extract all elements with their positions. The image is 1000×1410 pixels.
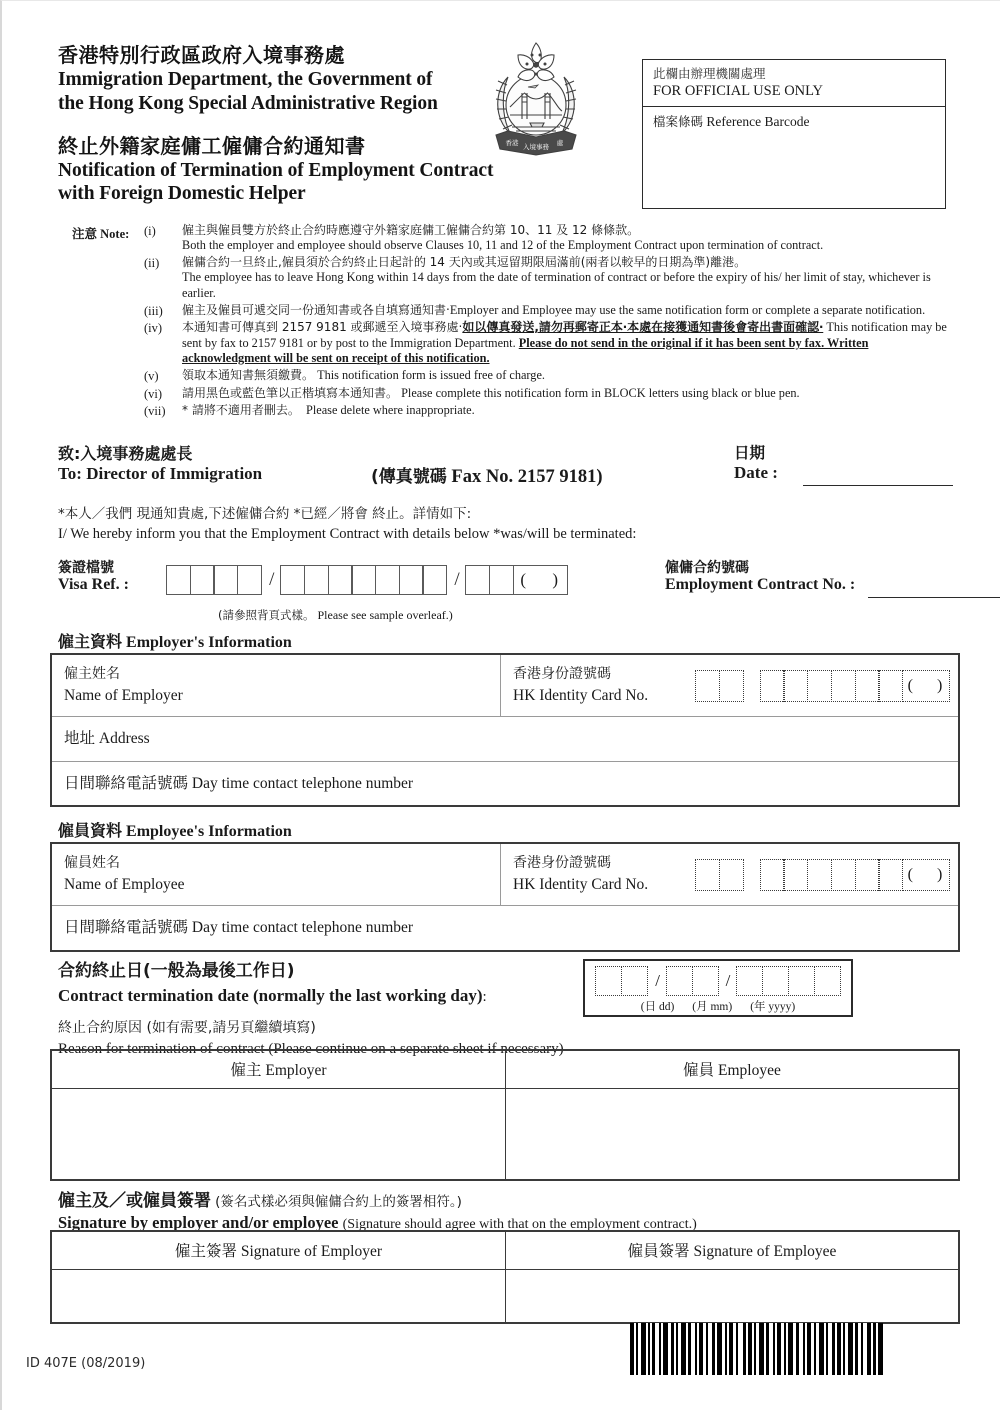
visa-ref-sample-note xyxy=(218,607,453,623)
note-item xyxy=(72,386,957,404)
note-text-zh: * 請將不適用者刪去。 xyxy=(182,403,300,418)
visa-ref-cell[interactable] xyxy=(237,565,262,595)
note-item xyxy=(72,403,957,419)
note-text xyxy=(182,386,957,404)
date-input-line[interactable] xyxy=(803,485,953,486)
signature-table-body xyxy=(52,1270,958,1322)
note-number: (iii) xyxy=(144,303,163,318)
svg-text:入境事務: 入境事務 xyxy=(523,143,549,151)
employer-hkid-label-zh: 香港身份證號碼 xyxy=(513,666,611,682)
reason-col-employee-header xyxy=(505,1051,958,1088)
reference-barcode xyxy=(630,1323,960,1375)
visa-ref-cell[interactable] xyxy=(213,565,238,595)
employer-section-heading-en: Employer's Information xyxy=(126,634,292,651)
note-text-zh-emphasis: 如以傳真發送,請勿再郵寄正本‧本處在接獲通知書後會寄出書面確認‧ xyxy=(462,320,824,335)
employee-section-heading xyxy=(58,818,292,841)
employee-name-label-zh: 僱員姓名 xyxy=(64,855,120,871)
form-id-footer: ID 407E (08/2019) xyxy=(26,1356,146,1371)
official-use-header-en: FOR OFFICIAL USE ONLY xyxy=(653,82,824,99)
employer-address-field[interactable] xyxy=(52,717,958,760)
reason-employee-input[interactable] xyxy=(505,1089,958,1179)
note-text-zh: 僱傭合約一旦終止,僱員須於合約終止日起計的 14 天內或其逗留期限屆滿前(兩者以較早的日期為準)離港。 xyxy=(182,255,747,270)
date-separator: / xyxy=(725,971,731,990)
note-text-en: The employee has to leave Hong Kong within 14 days from the date of termination of contract or before the expiry of his/ her limit of stay, whichever is earlier. xyxy=(182,270,931,300)
signature-heading-block xyxy=(58,1186,958,1235)
date-month-cell[interactable] xyxy=(692,966,719,996)
visa-ref-cell[interactable] xyxy=(166,565,191,595)
date-year-cell[interactable] xyxy=(788,966,815,996)
employer-section-heading-zh: 僱主資料 xyxy=(58,632,123,651)
contract-no-label-en: Employment Contract No. : xyxy=(665,576,856,593)
employee-phone-field[interactable] xyxy=(52,906,958,949)
employer-name-field[interactable] xyxy=(52,655,500,716)
signature-heading-zh xyxy=(58,1186,958,1211)
hkid-cell[interactable] xyxy=(719,859,744,891)
svg-text:處: 處 xyxy=(556,139,564,147)
notes-label xyxy=(72,223,144,255)
note-number: (vii) xyxy=(144,404,166,419)
employer-address-label: 地址 Address xyxy=(64,730,150,748)
hkid-check-digit-cell[interactable]: ( ) xyxy=(902,670,950,702)
termination-date-label-zh: 合約終止日(一般為最後工作日) xyxy=(58,961,295,981)
reason-table-body xyxy=(52,1089,958,1179)
declaration-zh: *本人／我們 現通知貴處,下述僱傭合約 *已經／將會 終止。詳情如下: xyxy=(58,506,472,522)
note-text-en: Employer and Employee may use the same notification form or complete a separate notification. xyxy=(449,302,926,317)
employee-hkid-field[interactable] xyxy=(500,844,958,905)
termination-date-cells[interactable] xyxy=(585,961,851,996)
hkid-cell[interactable] xyxy=(807,859,832,891)
note-text-zh: 僱主及僱員可遞交同一份通知書或各自填寫通知書‧ xyxy=(182,302,450,317)
hk-immigration-crest-icon xyxy=(488,31,584,159)
reason-table-header xyxy=(52,1051,958,1089)
reference-barcode-label-en: Reference Barcode xyxy=(706,113,810,129)
date-label-en: Date : xyxy=(734,463,778,482)
form-title-en-line2: with Foreign Domestic Helper xyxy=(58,183,306,205)
signature-heading-zh-paren: (簽名式樣必須與僱傭合約上的簽署相符。) xyxy=(215,1194,462,1210)
note-number: (vi) xyxy=(144,386,163,401)
notes-section xyxy=(72,223,957,419)
termination-date-colon: : xyxy=(482,988,487,1005)
hkid-cell[interactable] xyxy=(878,859,903,891)
signature-table xyxy=(50,1230,960,1324)
declaration-en: I/ We hereby inform you that the Employment Contract with details below *was/will be terminated: xyxy=(58,526,637,543)
visa-ref-label-en: Visa Ref. : xyxy=(58,576,129,593)
hkid-cell[interactable] xyxy=(855,859,880,891)
employer-hkid-field[interactable] xyxy=(500,655,958,716)
signature-heading-zh-bold: 僱主及／或僱員簽署 xyxy=(58,1191,211,1211)
employer-address-row xyxy=(52,717,958,761)
note-number: (ii) xyxy=(144,256,160,271)
hkid-cell[interactable] xyxy=(695,859,720,891)
note-number: (iv) xyxy=(144,321,163,336)
visa-ref-separator: / xyxy=(269,569,275,590)
hkid-cell[interactable] xyxy=(695,670,720,702)
employer-hkid-boxes[interactable] xyxy=(695,670,953,702)
employer-phone-row xyxy=(52,762,958,805)
signature-heading-en-paren: (Signature should agree with that on the employment contract.) xyxy=(342,1217,697,1232)
date-year-cell[interactable] xyxy=(814,966,841,996)
visa-ref-sample-note-en: Please see sample overleaf.) xyxy=(317,608,453,622)
visa-ref-cell[interactable] xyxy=(422,565,447,595)
visa-ref-cell[interactable] xyxy=(375,565,400,595)
hkid-cell[interactable] xyxy=(760,670,785,702)
notes-label-zh: 注意 xyxy=(72,226,98,241)
employee-information-table xyxy=(50,842,960,952)
reason-table xyxy=(50,1049,960,1181)
employee-hkid-label-en: HK Identity Card No. xyxy=(513,876,649,893)
note-text-zh: 本通知書可傳真到 2157 9181 或郵遞至入境事務處‧ xyxy=(182,320,463,335)
date-month-label: (月 mm) xyxy=(692,1001,733,1013)
signature-table-header xyxy=(52,1232,958,1270)
hkid-cell[interactable] xyxy=(783,670,808,702)
fax-label-en: Fax No. 2157 9181) xyxy=(451,467,603,487)
employer-phone-label: 日間聯絡電話號碼 Day time contact telephone number xyxy=(64,774,414,792)
note-item xyxy=(72,320,957,368)
signature-employer-input[interactable] xyxy=(52,1270,505,1322)
declaration-block xyxy=(58,504,958,545)
fax-label-zh: (傳真號碼 xyxy=(371,467,447,487)
termination-date-sublabels xyxy=(585,998,851,1014)
termination-date-label-en-text: Contract termination date (normally the last working day) xyxy=(58,985,483,1005)
note-text xyxy=(182,255,957,303)
signature-col-employer-label: 僱主簽署 Signature of Employer xyxy=(174,1243,383,1260)
reason-label-en: Reason for termination of contract (Please continue on a separate sheet if necessary) xyxy=(58,1040,564,1057)
employee-section-heading-en: Employee's Information xyxy=(126,823,292,840)
employer-name-label-zh: 僱主姓名 xyxy=(64,666,120,682)
svg-text:香港: 香港 xyxy=(505,139,519,147)
reference-barcode-area xyxy=(643,107,945,137)
note-text-en: This notification form is issued free of charge. xyxy=(317,368,545,383)
employee-name-field[interactable] xyxy=(52,844,500,905)
reason-col-employee-label: 僱員 Employee xyxy=(683,1062,781,1079)
note-text-en: Please complete this notification form in BLOCK letters using black or blue pen. xyxy=(401,385,800,400)
note-number: (i) xyxy=(144,224,156,238)
employer-section-heading xyxy=(58,629,292,652)
note-text-en: Please delete where inappropriate. xyxy=(305,403,475,418)
notes-label-en: Note: xyxy=(100,227,130,241)
date-year-cell[interactable] xyxy=(736,966,763,996)
note-item xyxy=(72,255,957,303)
visa-ref-cell[interactable] xyxy=(489,565,514,595)
visa-ref-cell[interactable] xyxy=(328,565,353,595)
signature-heading-en-bold: Signature by employer and/or employee xyxy=(58,1213,339,1232)
hkid-cell[interactable] xyxy=(831,670,856,702)
note-text xyxy=(182,303,957,321)
visa-ref-label-zh: 簽證檔號 xyxy=(58,560,114,576)
hkid-cell[interactable] xyxy=(831,859,856,891)
official-use-box xyxy=(642,59,946,209)
date-year-label: (年 yyyy) xyxy=(750,1001,796,1013)
hkid-cell[interactable] xyxy=(760,859,785,891)
date-year-cell[interactable] xyxy=(762,966,789,996)
note-text xyxy=(182,368,957,386)
date-day-cell[interactable] xyxy=(621,966,648,996)
signature-col-employee-label: 僱員簽署 Signature of Employee xyxy=(627,1243,837,1260)
note-text-en-emphasis: Please do not send in the original if it has been sent by fax. Written acknowledgment will be sent on receipt of this notification. xyxy=(182,335,869,366)
signature-col-employer-header xyxy=(52,1232,505,1269)
hkid-cell[interactable] xyxy=(807,670,832,702)
hkid-check-digit-cell[interactable]: ( ) xyxy=(902,859,950,891)
employee-section-heading-zh: 僱員資料 xyxy=(58,821,123,840)
visa-ref-check-digit-cell[interactable]: ( ) xyxy=(513,565,568,595)
note-number: (v) xyxy=(144,369,159,384)
note-item xyxy=(72,368,957,386)
visa-ref-separator: / xyxy=(454,569,460,590)
visa-ref-boxes[interactable] xyxy=(166,565,568,595)
date-day-label: (日 dd) xyxy=(640,1001,675,1013)
termination-date-input-box[interactable] xyxy=(583,959,853,1017)
note-item xyxy=(72,223,957,255)
department-name-en-line1: Immigration Department, the Government of xyxy=(58,69,433,90)
date-month-cell[interactable] xyxy=(666,966,693,996)
contract-no-input-line[interactable] xyxy=(868,597,1000,598)
reason-col-employer-label: 僱主 Employer xyxy=(230,1062,327,1079)
contract-no-label-zh: 僱傭合約號碼 xyxy=(665,560,749,576)
note-text-zh: 請用黑色或藍色筆以正楷填寫本通知書。 xyxy=(182,385,399,400)
hkid-cell[interactable] xyxy=(878,670,903,702)
addressee-zh: 致:入境事務處處長 xyxy=(58,444,193,463)
visa-ref-sample-note-zh: (請參照背頁式樣。 xyxy=(218,608,315,622)
employee-phone-label: 日間聯絡電話號碼 Day time contact telephone number xyxy=(64,919,414,937)
employer-information-table xyxy=(50,653,960,807)
visa-ref-cell[interactable] xyxy=(190,565,215,595)
note-text-en: This notification may be sent by fax to 2157 9181 or by post to the Immigration Department. xyxy=(182,320,947,350)
employer-name-label-en: Name of Employer xyxy=(64,687,183,704)
visa-ref-cell[interactable] xyxy=(465,565,490,595)
note-item xyxy=(72,303,957,321)
visa-ref-cell[interactable] xyxy=(399,565,424,595)
note-text-zh: 僱主與僱員雙方於終止合約時應遵守外籍家庭傭工僱傭合約第 10、11 及 12 條條款。 xyxy=(182,223,640,237)
addressee-block xyxy=(58,441,958,487)
hkid-cell[interactable] xyxy=(719,670,744,702)
note-text-en: Both the employer and employee should observe Clauses 10, 11 and 12 of the Employment Contract upon termination of contract. xyxy=(182,238,824,253)
note-text xyxy=(182,403,957,419)
visa-ref-row xyxy=(58,557,968,627)
date-label-zh: 日期 xyxy=(734,444,766,462)
visa-ref-cell[interactable] xyxy=(351,565,376,595)
date-day-cell[interactable] xyxy=(595,966,622,996)
addressee-en: To: Director of Immigration xyxy=(58,464,263,483)
employer-phone-field[interactable] xyxy=(52,762,958,805)
fax-number xyxy=(371,462,602,488)
reason-col-employer-header xyxy=(52,1051,505,1088)
hkid-cell[interactable] xyxy=(783,859,808,891)
employee-hkid-boxes[interactable] xyxy=(695,859,953,891)
form-title-en-line1: Notification of Termination of Employment Contract xyxy=(58,159,494,181)
reason-label-zh: 終止合約原因 (如有需要,請另頁繼續填寫) xyxy=(58,1019,316,1036)
department-name-en-line2: the Hong Kong Special Administrative Region xyxy=(58,92,438,114)
note-text xyxy=(182,320,957,368)
hkid-cell[interactable] xyxy=(855,670,880,702)
official-use-header-zh: 此欄由辦理機關處理 xyxy=(653,66,766,81)
employee-phone-row xyxy=(52,906,958,949)
employer-name-row xyxy=(52,655,958,717)
department-name-zh: 香港特別行政區政府入境事務處 xyxy=(58,43,345,67)
employer-hkid-label-en: HK Identity Card No. xyxy=(513,687,649,704)
employee-name-label-en: Name of Employee xyxy=(64,876,185,893)
official-use-header xyxy=(643,60,945,107)
visa-ref-cell[interactable] xyxy=(304,565,329,595)
reference-barcode-label-zh: 檔案條碼 xyxy=(653,113,704,129)
signature-col-employee-header xyxy=(505,1232,958,1269)
note-text-zh: 領取本通知書無須繳費。 xyxy=(182,368,315,383)
employee-name-row xyxy=(52,844,958,906)
signature-employee-input[interactable] xyxy=(505,1270,958,1322)
date-separator: / xyxy=(655,971,660,990)
employee-hkid-label-zh: 香港身份證號碼 xyxy=(513,855,611,871)
form-title-zh: 終止外籍家庭傭工僱傭合約通知書 xyxy=(58,133,366,158)
reason-employer-input[interactable] xyxy=(52,1089,505,1179)
visa-ref-cell[interactable] xyxy=(280,565,305,595)
note-text xyxy=(182,223,957,255)
